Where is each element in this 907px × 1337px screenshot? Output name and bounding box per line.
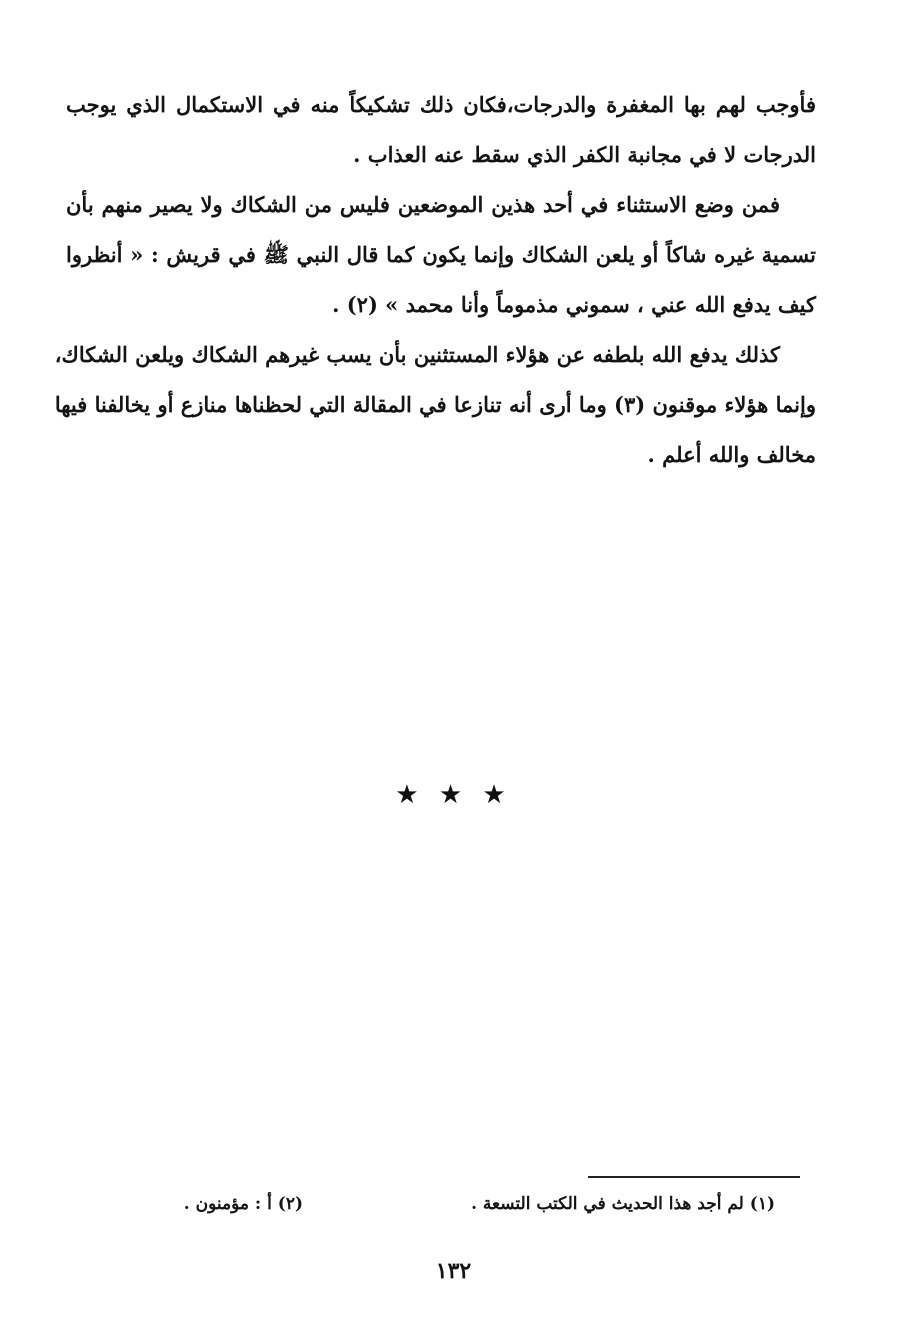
section-separator: ★ ★ ★	[395, 780, 512, 810]
text-line: الدرجات لا في مجانبة الكفر الذي سقط عنه العذاب .	[353, 142, 816, 167]
page-number: ١٣٢	[435, 1258, 472, 1284]
text-line: وإنما هؤلاء موقنون (٣) وما أرى أنه تنازعا في المقالة التي لحظناها منازع أو يخالفنا فيها	[54, 392, 816, 417]
footnote-divider	[588, 1176, 800, 1178]
text-line: كيف يدفع الله عني ، سموني مذموماً وأنا محمد » (٢) .	[332, 292, 816, 317]
text-line: مخالف والله أعلم .	[647, 442, 816, 467]
text-line: تسمية غيره شاكاً أو يلعن الشكاك وإنما يكون كما قال النبي ﷺ في قريش : « أنظروا	[66, 242, 816, 267]
paragraph-3	[54, 330, 816, 480]
footnote-2: (٢) أ : مؤمنون .	[183, 1194, 303, 1214]
text-line: فأوجب لهم بها المغفرة والدرجات،فكان ذلك تشكيكاً منه في الاستكمال الذي يوجب	[66, 92, 816, 117]
text-line: فمن وضع الاستثناء في أحد هذين الموضعين فليس من الشكاك ولا يصير منهم بأن	[66, 192, 780, 217]
main-text	[54, 80, 816, 480]
footnote-1: (١) لم أجد هذا الحديث في الكتب التسعة .	[471, 1194, 775, 1214]
paragraph-1	[66, 80, 816, 180]
text-line: كذلك يدفع الله بلطفه عن هؤلاء المستثنين بأن يسب غيرهم الشكاك ويلعن الشكاك،	[54, 342, 780, 367]
paragraph-2	[66, 180, 816, 330]
